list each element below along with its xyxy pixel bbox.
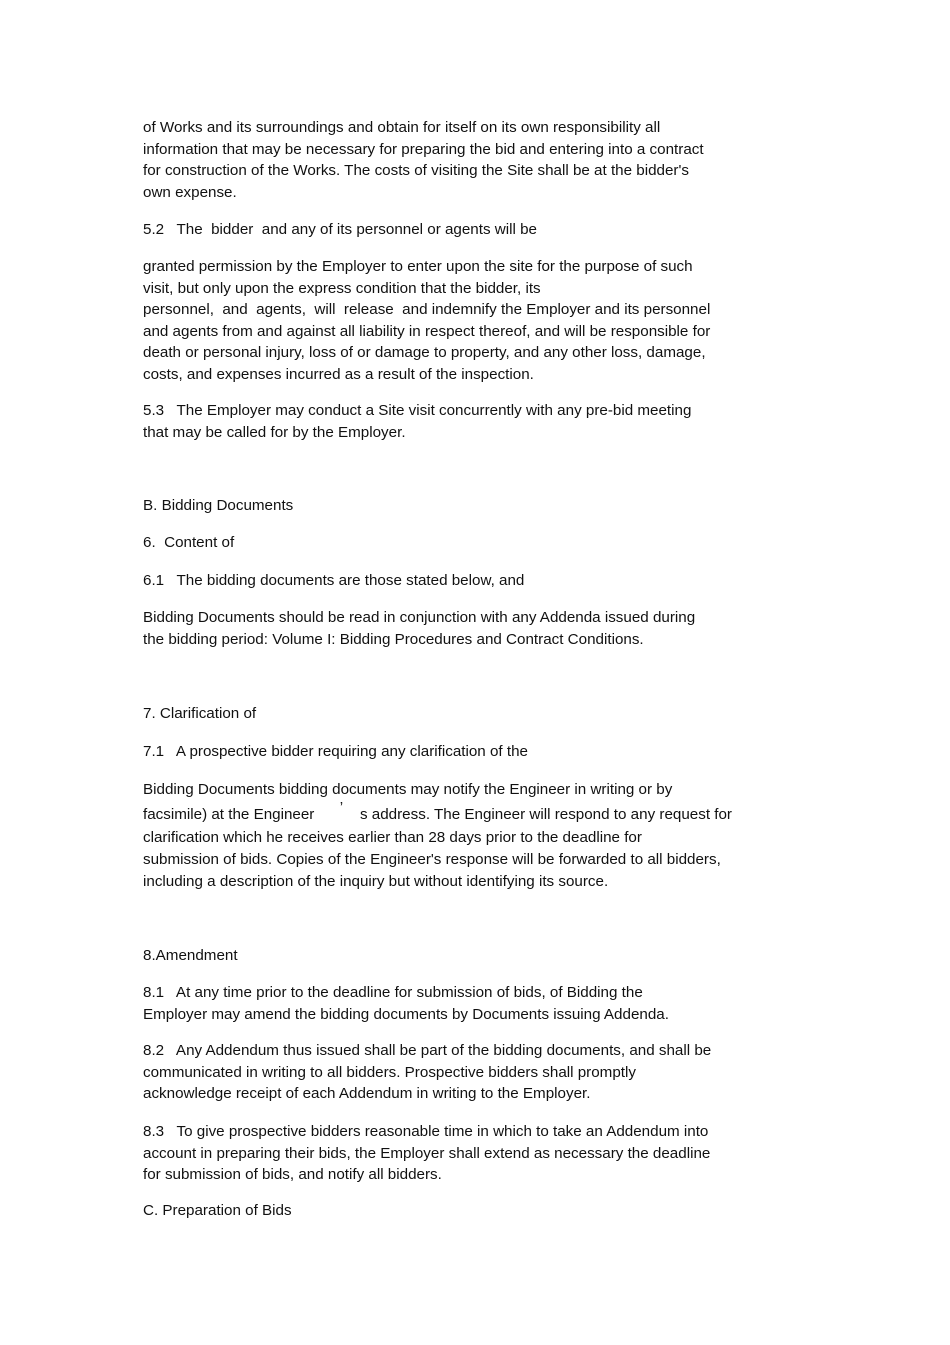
text-line — [143, 799, 763, 827]
text-line: 6.1 The bidding documents are those stated below, and — [143, 572, 525, 589]
text-line: that may be called for by the Employer. — [143, 423, 406, 441]
clause-5-2-body — [143, 256, 763, 385]
text-line: 5.3 The Employer may conduct a Site visit concurrently with any pre-bid meeting — [143, 402, 692, 419]
clause-7-1-heading — [143, 741, 763, 763]
text-line: 6. Content of — [143, 534, 235, 551]
text-line: 8.3 To give prospective bidders reasonable time in which to take an Addendum into — [143, 1123, 709, 1140]
text-line: for construction of the Works. The costs of visiting the Site shall be at the bidder's — [143, 162, 689, 179]
text-line: the bidding period: Volume I: Bidding Procedures and Contract Conditions. — [143, 630, 644, 648]
clause-8-2 — [143, 1040, 763, 1105]
text-line: 5.2 The bidder and any of its personnel or agents will be — [143, 221, 537, 238]
clause-7-heading — [143, 703, 763, 725]
clause-8-heading — [143, 945, 763, 967]
text-line: 8.Amendment — [143, 947, 238, 964]
text-line: personnel, and agents, will release and indemnify the Employer and its personnel — [143, 301, 711, 318]
text-line: death or personal injury, loss of or damage to property, and any other loss, damage, — [143, 344, 706, 361]
text-line: 7.1 A prospective bidder requiring any clarification of the — [143, 743, 528, 760]
text-line: 8.2 Any Addendum thus issued shall be part of the bidding documents, and shall be — [143, 1042, 712, 1059]
text-line: granted permission by the Employer to enter upon the site for the purpose of such — [143, 258, 693, 275]
text-line: account in preparing their bids, the Employer shall extend as necessary the deadline — [143, 1144, 711, 1162]
section-b-heading — [143, 495, 763, 517]
clause-8-1 — [143, 982, 763, 1025]
clause-7-1-body — [143, 777, 763, 892]
text-line: including a description of the inquiry but without identifying its source. — [143, 872, 609, 890]
section-c-heading — [143, 1200, 763, 1222]
clause-5-3 — [143, 400, 763, 443]
text-line: 7. Clarification of — [143, 705, 257, 722]
clause-6-1-body — [143, 607, 763, 650]
clause-6-1-heading — [143, 570, 763, 592]
clause-6-heading — [143, 532, 763, 554]
text-line: clarification which he receives earlier than 28 days prior to the deadline for — [143, 829, 642, 846]
text-line: Bidding Documents bidding documents may notify the Engineer in writing or by — [143, 781, 673, 798]
text-fragment: facsimile) at the Engineer — [143, 806, 315, 823]
text-line: costs, and expenses incurred as a result of the inspection. — [143, 365, 534, 383]
text-line: acknowledge receipt of each Addendum in writing to the Employer. — [143, 1085, 591, 1102]
text-line: 8.1 At any time prior to the deadline for submission of bids, of Bidding the — [143, 984, 643, 1001]
clause-8-3 — [143, 1121, 763, 1186]
text-line: visit, but only upon the express condition that the bidder, its — [143, 279, 541, 297]
text-line: of Works and its surroundings and obtain for itself on its own responsibility all — [143, 119, 661, 136]
clause-5-2-heading — [143, 219, 763, 241]
text-line: information that may be necessary for preparing the bid and entering into a contract — [143, 140, 704, 158]
apostrophe-glyph: ’ — [339, 799, 344, 816]
text-line: submission of bids. Copies of the Engineer's response will be forwarded to all bidders, — [143, 851, 721, 868]
text-line: Employer may amend the bidding documents by Documents issuing Addenda. — [143, 1005, 669, 1023]
text-line: B. Bidding Documents — [143, 497, 294, 514]
text-line: communicated in writing to all bidders. Prospective bidders shall promptly — [143, 1063, 636, 1081]
text-line: own expense. — [143, 183, 237, 201]
text-line: C. Preparation of Bids — [143, 1202, 292, 1219]
paragraph-site-visit-continued — [143, 117, 763, 203]
text-fragment: s address. The Engineer will respond to any request for — [359, 806, 732, 823]
text-line: for submission of bids, and notify all bidders. — [143, 1166, 442, 1183]
text-line: Bidding Documents should be read in conjunction with any Addenda issued during — [143, 609, 696, 626]
text-line: and agents from and against all liability in respect thereof, and will be responsible for — [143, 322, 711, 340]
